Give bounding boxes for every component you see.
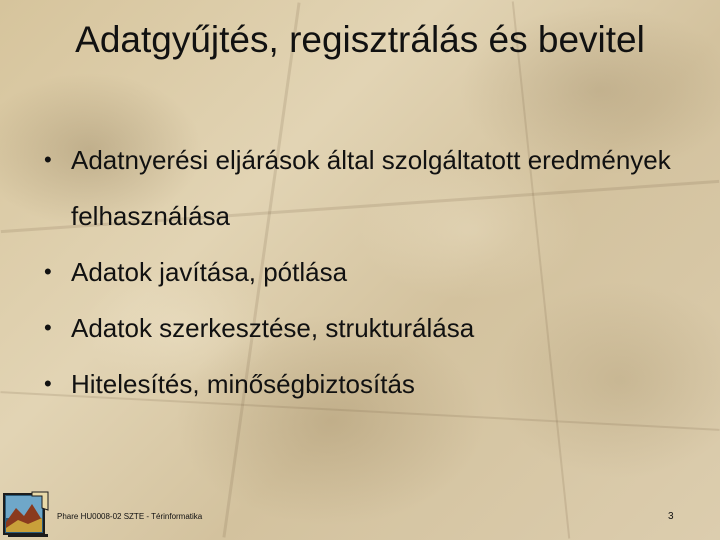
bullet-marker: •: [44, 371, 52, 396]
bullet-item: [44, 356, 684, 412]
slide-title: Adatgyűjtés, regisztrálás és bevitel: [75, 19, 645, 60]
bullet-marker: •: [44, 315, 52, 340]
bullet-text: Adatok javítása, pótlása: [71, 257, 348, 287]
bullet-text: Adatnyerési eljárások által szolgáltatott eredmények felhasználása: [71, 145, 671, 231]
bullet-item: [44, 132, 684, 244]
bullet-text: Adatok szerkesztése, strukturálása: [71, 313, 475, 343]
landscape-logo-icon: [2, 490, 50, 538]
bullet-marker: •: [44, 147, 52, 172]
bullet-item: [44, 300, 684, 356]
bullet-text: Hitelesítés, minőségbiztosítás: [71, 369, 415, 399]
bullet-item: [44, 244, 684, 300]
bullet-marker: •: [44, 259, 52, 284]
footer-text: Phare HU0008-02 SZTE - Térinformatika: [57, 512, 203, 521]
page-number: 3: [668, 511, 674, 522]
bullet-list: [44, 132, 684, 412]
